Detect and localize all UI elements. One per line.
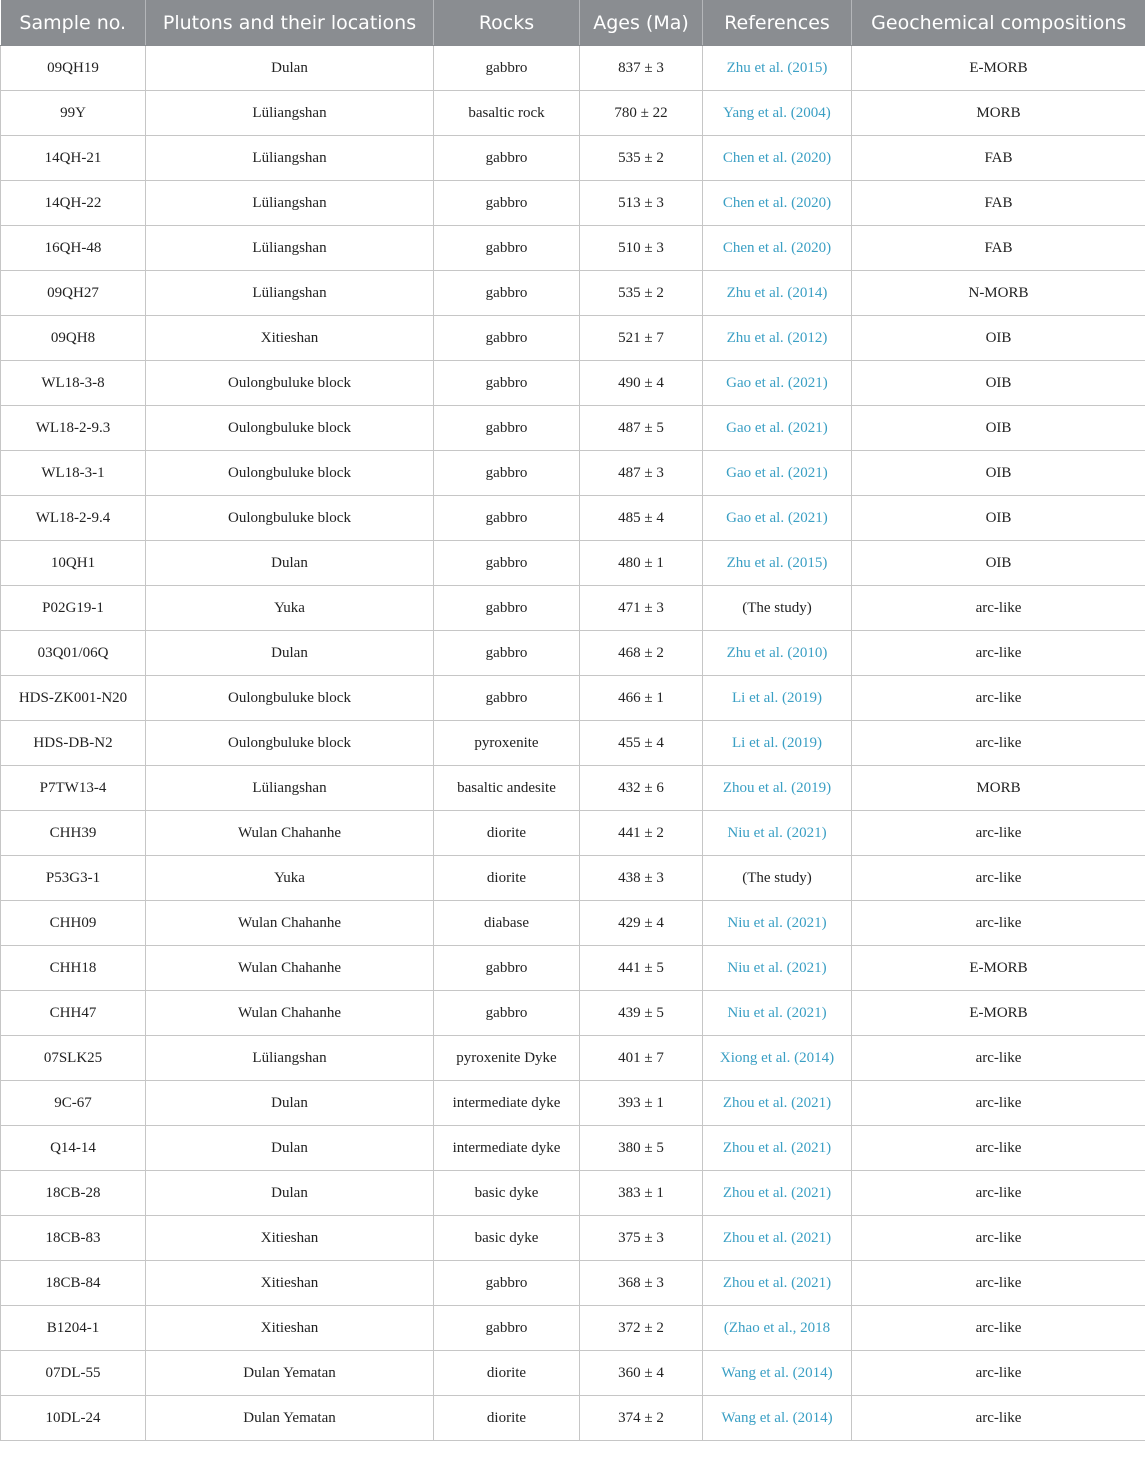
pluton-location-cell: Xitieshan xyxy=(146,1216,434,1261)
sample-no-cell: WL18-2-9.3 xyxy=(1,406,146,451)
table-row xyxy=(1,46,1145,91)
sample-no-cell: 14QH-21 xyxy=(1,136,146,181)
sample-no-cell: 09QH27 xyxy=(1,271,146,316)
reference-link[interactable]: Niu et al. (2021) xyxy=(727,1004,827,1021)
rock-cell: gabbro xyxy=(434,136,580,181)
geochemical-composition-cell: N-MORB xyxy=(852,271,1145,316)
pluton-location-cell: Yuka xyxy=(146,856,434,901)
reference-link[interactable]: Yang et al. (2004) xyxy=(723,104,831,121)
geochemical-composition-cell: OIB xyxy=(852,496,1145,541)
header-ages: Ages (Ma) xyxy=(580,0,703,46)
age-cell: 383 ± 1 xyxy=(580,1171,703,1216)
reference-cell xyxy=(703,1306,852,1351)
sample-no-cell: 07SLK25 xyxy=(1,1036,146,1081)
age-cell: 374 ± 2 xyxy=(580,1396,703,1441)
reference-link[interactable]: Chen et al. (2020) xyxy=(722,194,832,211)
table-row xyxy=(1,676,1145,721)
rock-cell: basaltic rock xyxy=(434,91,580,136)
reference-link[interactable]: Zhu et al. (2015) xyxy=(726,59,828,76)
sample-no-cell: 14QH-22 xyxy=(1,181,146,226)
reference-link[interactable]: Chen et al. (2020) xyxy=(722,149,832,166)
pluton-location-cell: Oulongbuluke block xyxy=(146,451,434,496)
geochemical-composition-cell: OIB xyxy=(852,406,1145,451)
sample-no-cell: CHH47 xyxy=(1,991,146,1036)
reference-link[interactable]: Niu et al. (2021) xyxy=(727,824,827,841)
rock-cell: gabbro xyxy=(434,586,580,631)
age-cell: 455 ± 4 xyxy=(580,721,703,766)
sample-no-cell: P7TW13-4 xyxy=(1,766,146,811)
geochemical-composition-cell: FAB xyxy=(852,181,1145,226)
reference-cell xyxy=(703,496,852,541)
sample-no-cell: 10QH1 xyxy=(1,541,146,586)
table-row xyxy=(1,1396,1145,1441)
reference-cell xyxy=(703,136,852,181)
age-cell: 438 ± 3 xyxy=(580,856,703,901)
geochemical-composition-cell: OIB xyxy=(852,316,1145,361)
pluton-location-cell: Dulan xyxy=(146,46,434,91)
geochemical-composition-cell: arc-like xyxy=(852,1261,1145,1306)
table-row xyxy=(1,451,1145,496)
reference-link[interactable]: Li et al. (2019) xyxy=(732,689,822,706)
pluton-location-cell: Wulan Chahanhe xyxy=(146,811,434,856)
age-cell: 439 ± 5 xyxy=(580,991,703,1036)
sample-no-cell: 99Y xyxy=(1,91,146,136)
table-row xyxy=(1,316,1145,361)
reference-link[interactable]: Gao et al. (2021) xyxy=(726,464,828,481)
reference-link[interactable]: Niu et al. (2021) xyxy=(727,914,827,931)
reference-cell xyxy=(703,1351,852,1396)
pluton-location-cell: Oulongbuluke block xyxy=(146,721,434,766)
geochemical-composition-cell: arc-like xyxy=(852,1216,1145,1261)
age-cell: 521 ± 7 xyxy=(580,316,703,361)
geochemical-composition-cell: FAB xyxy=(852,226,1145,271)
pluton-location-cell: Wulan Chahanhe xyxy=(146,991,434,1036)
reference-cell xyxy=(703,901,852,946)
rock-cell: gabbro xyxy=(434,541,580,586)
pluton-location-cell: Dulan xyxy=(146,631,434,676)
pluton-location-cell: Lüliangshan xyxy=(146,1036,434,1081)
rock-cell: gabbro xyxy=(434,271,580,316)
reference-link[interactable]: Zhu et al. (2014) xyxy=(726,284,828,301)
rock-cell: gabbro xyxy=(434,991,580,1036)
pluton-location-cell: Xitieshan xyxy=(146,1261,434,1306)
pluton-location-cell: Dulan xyxy=(146,1081,434,1126)
table-row xyxy=(1,406,1145,451)
sample-no-cell: WL18-3-8 xyxy=(1,361,146,406)
age-cell: 513 ± 3 xyxy=(580,181,703,226)
sample-no-cell: 03Q01/06Q xyxy=(1,631,146,676)
sample-no-cell: 18CB-84 xyxy=(1,1261,146,1306)
sample-no-cell: 09QH8 xyxy=(1,316,146,361)
table-row xyxy=(1,1036,1145,1081)
rock-cell: gabbro xyxy=(434,226,580,271)
rock-cell: diabase xyxy=(434,901,580,946)
age-cell: 372 ± 2 xyxy=(580,1306,703,1351)
sample-no-cell: HDS-ZK001-N20 xyxy=(1,676,146,721)
rock-cell: gabbro xyxy=(434,316,580,361)
rock-cell: gabbro xyxy=(434,676,580,721)
rock-cell: gabbro xyxy=(434,946,580,991)
rock-cell: diorite xyxy=(434,856,580,901)
reference-cell xyxy=(703,316,852,361)
rock-cell: diorite xyxy=(434,1351,580,1396)
pluton-location-cell: Oulongbuluke block xyxy=(146,406,434,451)
age-cell: 375 ± 3 xyxy=(580,1216,703,1261)
reference-cell xyxy=(703,271,852,316)
reference-link[interactable]: Zhou et al. (2021) xyxy=(722,1094,832,1111)
geochemical-composition-cell: OIB xyxy=(852,451,1145,496)
header-geochemical-compositions: Geochemical compositions xyxy=(852,0,1145,46)
rock-cell: gabbro xyxy=(434,496,580,541)
geochemical-composition-cell: E-MORB xyxy=(852,946,1145,991)
table-row xyxy=(1,1261,1145,1306)
reference-link[interactable]: Wang et al. (2014) xyxy=(721,1364,833,1381)
header-sample-no: Sample no. xyxy=(1,0,146,46)
age-cell: 429 ± 4 xyxy=(580,901,703,946)
reference-link[interactable]: Zhou et al. (2021) xyxy=(722,1274,832,1291)
age-cell: 471 ± 3 xyxy=(580,586,703,631)
age-cell: 441 ± 2 xyxy=(580,811,703,856)
rock-cell: gabbro xyxy=(434,361,580,406)
age-cell: 432 ± 6 xyxy=(580,766,703,811)
sample-no-cell: 09QH19 xyxy=(1,46,146,91)
geochemical-composition-cell: arc-like xyxy=(852,1396,1145,1441)
age-cell: 780 ± 22 xyxy=(580,91,703,136)
age-cell: 485 ± 4 xyxy=(580,496,703,541)
sample-no-cell: 16QH-48 xyxy=(1,226,146,271)
rock-cell: basic dyke xyxy=(434,1216,580,1261)
rock-cell: gabbro xyxy=(434,631,580,676)
table-row xyxy=(1,811,1145,856)
pluton-location-cell: Lüliangshan xyxy=(146,136,434,181)
reference-cell xyxy=(703,1171,852,1216)
reference-cell xyxy=(703,1261,852,1306)
reference-cell xyxy=(703,1126,852,1171)
rock-cell: gabbro xyxy=(434,1261,580,1306)
reference-cell xyxy=(703,1081,852,1126)
pluton-location-cell: Wulan Chahanhe xyxy=(146,901,434,946)
rock-cell: diorite xyxy=(434,811,580,856)
table-row xyxy=(1,991,1145,1036)
table-row xyxy=(1,136,1145,181)
age-cell: 468 ± 2 xyxy=(580,631,703,676)
sample-no-cell: Q14-14 xyxy=(1,1126,146,1171)
sample-no-cell: 9C-67 xyxy=(1,1081,146,1126)
age-cell: 535 ± 2 xyxy=(580,136,703,181)
age-cell: 380 ± 5 xyxy=(580,1126,703,1171)
geochemical-composition-cell: arc-like xyxy=(852,1171,1145,1216)
reference-cell xyxy=(703,1216,852,1261)
reference-cell xyxy=(703,676,852,721)
age-cell: 441 ± 5 xyxy=(580,946,703,991)
age-cell: 837 ± 3 xyxy=(580,46,703,91)
pluton-location-cell: Oulongbuluke block xyxy=(146,361,434,406)
rock-cell: pyroxenite xyxy=(434,721,580,766)
reference-cell xyxy=(703,766,852,811)
pluton-location-cell: Lüliangshan xyxy=(146,226,434,271)
sample-no-cell: B1204-1 xyxy=(1,1306,146,1351)
rock-cell: gabbro xyxy=(434,181,580,226)
age-cell: 401 ± 7 xyxy=(580,1036,703,1081)
reference-cell xyxy=(703,226,852,271)
geochemical-composition-cell: arc-like xyxy=(852,676,1145,721)
rock-cell: gabbro xyxy=(434,46,580,91)
geochemical-composition-cell: arc-like xyxy=(852,631,1145,676)
table-row xyxy=(1,1306,1145,1351)
geochemical-composition-cell: arc-like xyxy=(852,721,1145,766)
sample-no-cell: P53G3-1 xyxy=(1,856,146,901)
geochemical-composition-cell: arc-like xyxy=(852,1036,1145,1081)
table-row xyxy=(1,91,1145,136)
age-cell: 393 ± 1 xyxy=(580,1081,703,1126)
reference-link[interactable]: Zhou et al. (2019) xyxy=(722,779,832,796)
table-row xyxy=(1,1216,1145,1261)
geochemical-composition-cell: arc-like xyxy=(852,1351,1145,1396)
sample-no-cell: CHH18 xyxy=(1,946,146,991)
reference-cell xyxy=(703,991,852,1036)
pluton-location-cell: Dulan Yematan xyxy=(146,1396,434,1441)
age-cell: 510 ± 3 xyxy=(580,226,703,271)
header-plutons-locations: Plutons and their locations xyxy=(146,0,434,46)
geochemical-composition-cell: arc-like xyxy=(852,1306,1145,1351)
geochemical-composition-cell: MORB xyxy=(852,91,1145,136)
geochemical-composition-cell: FAB xyxy=(852,136,1145,181)
geochemical-composition-cell: arc-like xyxy=(852,811,1145,856)
rock-cell: intermediate dyke xyxy=(434,1126,580,1171)
reference-link[interactable]: Gao et al. (2021) xyxy=(726,374,828,391)
reference-link[interactable]: Xiong et al. (2014) xyxy=(719,1049,835,1066)
geochemical-composition-cell: MORB xyxy=(852,766,1145,811)
geochemical-composition-cell: OIB xyxy=(852,361,1145,406)
table-row xyxy=(1,496,1145,541)
reference-cell xyxy=(703,721,852,766)
geochemical-composition-cell: OIB xyxy=(852,541,1145,586)
table-row xyxy=(1,226,1145,271)
geochemical-composition-cell: E-MORB xyxy=(852,991,1145,1036)
age-cell: 360 ± 4 xyxy=(580,1351,703,1396)
pluton-location-cell: Lüliangshan xyxy=(146,181,434,226)
table-row xyxy=(1,766,1145,811)
table-row xyxy=(1,901,1145,946)
pluton-location-cell: Lüliangshan xyxy=(146,91,434,136)
rock-cell: gabbro xyxy=(434,1306,580,1351)
pluton-location-cell: Xitieshan xyxy=(146,316,434,361)
reference-link[interactable]: Zhu et al. (2012) xyxy=(726,329,828,346)
pluton-location-cell: Wulan Chahanhe xyxy=(146,946,434,991)
geochemical-composition-cell: arc-like xyxy=(852,901,1145,946)
reference-cell xyxy=(703,46,852,91)
header-references: References xyxy=(703,0,852,46)
sample-no-cell: 07DL-55 xyxy=(1,1351,146,1396)
sample-no-cell: 18CB-83 xyxy=(1,1216,146,1261)
reference-cell xyxy=(703,1396,852,1441)
pluton-location-cell: Oulongbuluke block xyxy=(146,676,434,721)
geochemical-composition-cell: arc-like xyxy=(852,586,1145,631)
reference-link[interactable]: Zhou et al. (2021) xyxy=(722,1184,832,1201)
reference-link[interactable]: Zhu et al. (2010) xyxy=(726,644,828,661)
reference-cell xyxy=(703,451,852,496)
header-rocks: Rocks xyxy=(434,0,580,46)
pluton-location-cell: Oulongbuluke block xyxy=(146,496,434,541)
rock-cell: gabbro xyxy=(434,451,580,496)
reference-cell xyxy=(703,1036,852,1081)
rock-cell: diorite xyxy=(434,1396,580,1441)
age-cell: 535 ± 2 xyxy=(580,271,703,316)
sample-no-cell: CHH39 xyxy=(1,811,146,856)
table-row xyxy=(1,946,1145,991)
reference-cell xyxy=(703,631,852,676)
table-header xyxy=(1,0,1145,46)
geochemical-composition-cell: arc-like xyxy=(852,856,1145,901)
rock-cell: intermediate dyke xyxy=(434,1081,580,1126)
rock-cell: pyroxenite Dyke xyxy=(434,1036,580,1081)
reference-cell xyxy=(703,406,852,451)
sample-no-cell: P02G19-1 xyxy=(1,586,146,631)
sample-no-cell: 18CB-28 xyxy=(1,1171,146,1216)
pluton-location-cell: Lüliangshan xyxy=(146,271,434,316)
reference-link[interactable]: Gao et al. (2021) xyxy=(726,419,828,436)
reference-link[interactable]: Chen et al. (2020) xyxy=(722,239,832,256)
table-row xyxy=(1,181,1145,226)
table-row xyxy=(1,1126,1145,1171)
sample-no-cell: CHH09 xyxy=(1,901,146,946)
table-row xyxy=(1,1081,1145,1126)
header-row xyxy=(1,0,1145,46)
reference-cell xyxy=(703,811,852,856)
reference-cell xyxy=(703,361,852,406)
reference-link[interactable]: Wang et al. (2014) xyxy=(721,1409,833,1426)
table-row xyxy=(1,1171,1145,1216)
age-cell: 487 ± 5 xyxy=(580,406,703,451)
table-row xyxy=(1,631,1145,676)
pluton-location-cell: Xitieshan xyxy=(146,1306,434,1351)
geochemical-composition-cell: E-MORB xyxy=(852,46,1145,91)
reference-cell xyxy=(703,946,852,991)
age-cell: 466 ± 1 xyxy=(580,676,703,721)
geochemical-composition-cell: arc-like xyxy=(852,1081,1145,1126)
rock-cell: gabbro xyxy=(434,406,580,451)
reference-link[interactable]: Zhu et al. (2015) xyxy=(726,554,828,571)
table-row xyxy=(1,856,1145,901)
age-cell: 487 ± 3 xyxy=(580,451,703,496)
reference-link[interactable]: Gao et al. (2021) xyxy=(726,509,828,526)
sample-no-cell: WL18-3-1 xyxy=(1,451,146,496)
reference-cell xyxy=(703,181,852,226)
pluton-location-cell: Dulan xyxy=(146,1171,434,1216)
rock-cell: basic dyke xyxy=(434,1171,580,1216)
sample-no-cell: HDS-DB-N2 xyxy=(1,721,146,766)
age-cell: 480 ± 1 xyxy=(580,541,703,586)
reference-link[interactable]: (Zhao et al., 2018 xyxy=(723,1319,831,1336)
table-row xyxy=(1,721,1145,766)
pluton-location-cell: Yuka xyxy=(146,586,434,631)
reference-cell: (The study) xyxy=(703,586,852,631)
pluton-location-cell: Dulan xyxy=(146,541,434,586)
table-row xyxy=(1,361,1145,406)
sample-no-cell: 10DL-24 xyxy=(1,1396,146,1441)
table-row xyxy=(1,271,1145,316)
reference-link[interactable]: Zhou et al. (2021) xyxy=(722,1139,832,1156)
table-row xyxy=(1,541,1145,586)
sample-no-cell: WL18-2-9.4 xyxy=(1,496,146,541)
reference-cell: (The study) xyxy=(703,856,852,901)
reference-cell xyxy=(703,541,852,586)
pluton-location-cell: Dulan Yematan xyxy=(146,1351,434,1396)
rock-cell: basaltic andesite xyxy=(434,766,580,811)
table-body xyxy=(1,46,1145,1441)
reference-link[interactable]: Niu et al. (2021) xyxy=(727,959,827,976)
pluton-location-cell: Lüliangshan xyxy=(146,766,434,811)
geochemical-composition-cell: arc-like xyxy=(852,1126,1145,1171)
table-row xyxy=(1,1351,1145,1396)
age-cell: 368 ± 3 xyxy=(580,1261,703,1306)
pluton-location-cell: Dulan xyxy=(146,1126,434,1171)
reference-cell xyxy=(703,91,852,136)
table-row xyxy=(1,586,1145,631)
age-cell: 490 ± 4 xyxy=(580,361,703,406)
reference-link[interactable]: Li et al. (2019) xyxy=(732,734,822,751)
reference-link[interactable]: Zhou et al. (2021) xyxy=(722,1229,832,1246)
